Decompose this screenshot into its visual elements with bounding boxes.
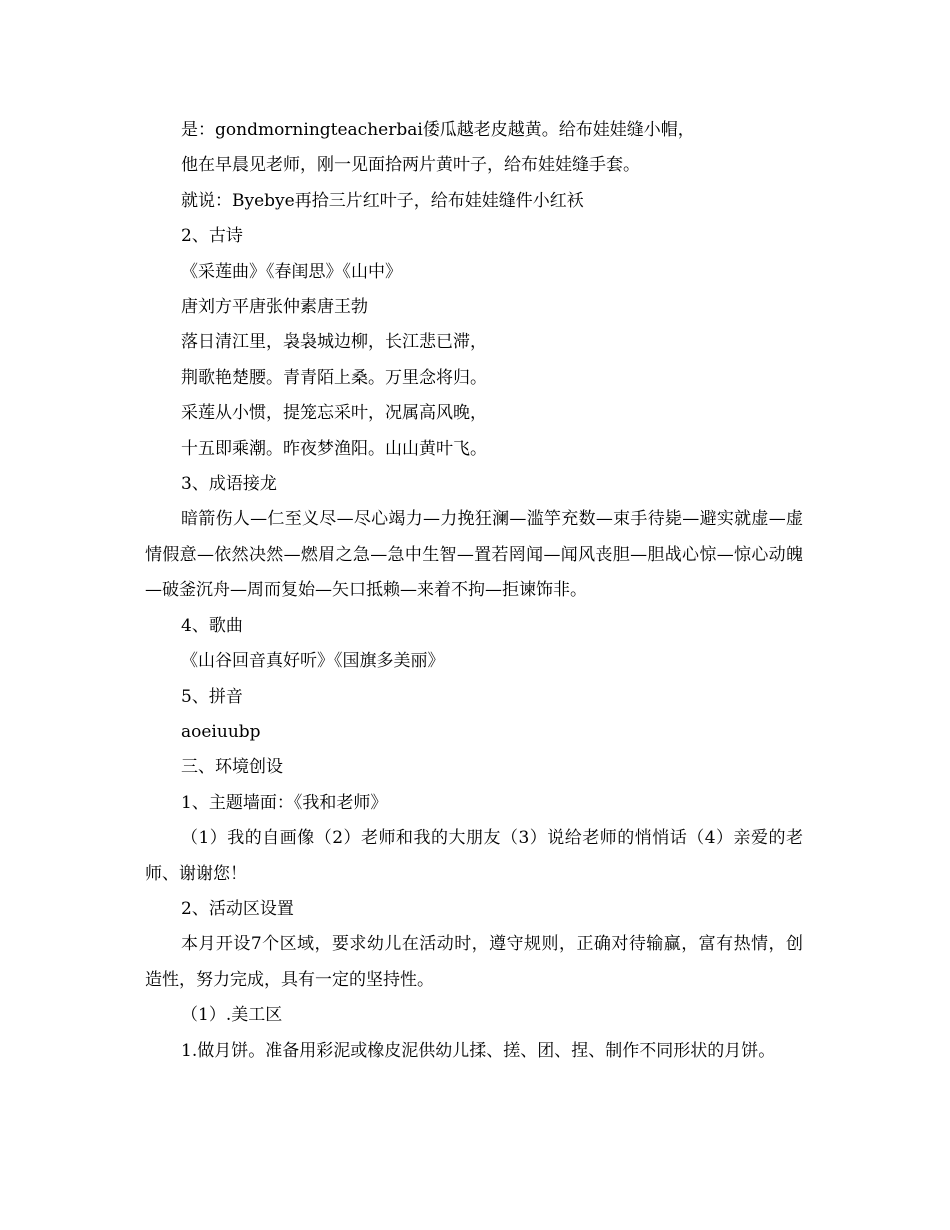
activity-area-heading: 2、活动区设置: [181, 898, 294, 919]
pinyin-letters: aoeiuubp: [181, 721, 261, 742]
section-heading-environment: 三、环境创设: [181, 757, 283, 778]
section-heading-ancient-poems: 2、古诗: [181, 226, 243, 247]
poem-titles: 《采莲曲》《春闺思》《山中》: [181, 261, 402, 282]
section-heading-idioms: 3、成语接龙: [181, 474, 277, 495]
poem-authors: 唐刘方平唐张仲素唐王勃: [181, 297, 368, 318]
section-heading-songs: 4、歌曲: [181, 615, 243, 636]
poem-line: 荆歌艳楚腰。青青陌上桑。万里念将归。: [181, 367, 487, 388]
theme-wall-heading: 1、主题墙面：《我和老师》: [181, 792, 388, 813]
document-body: [145, 113, 803, 1069]
poem-line: 落日清江里，袅袅城边柳，长江悲已滞，: [181, 332, 487, 353]
poem-line: 十五即乘潮。昨夜梦渔阳。山山黄叶飞。: [181, 438, 487, 459]
poem-line: 采莲从小惯，提笼忘采叶，况属高风晚，: [181, 403, 487, 424]
text-line: 就说：Byebye再拾三片红叶子，给布娃娃缝件小红袄: [181, 190, 584, 211]
song-titles: 《山谷回音真好听》《国旗多美丽》: [181, 651, 445, 672]
art-area-heading: （1）.美工区: [181, 1005, 283, 1026]
activity-area-paragraph: 本月开设7个区域，要求幼儿在活动时，遵守规则，正确对待输赢，富有热情，创造性，努力完成，具有一定的坚持性。: [145, 934, 803, 990]
section-heading-pinyin: 5、拼音: [181, 686, 243, 707]
art-area-paragraph: 1.做月饼。准备用彩泥或橡皮泥供幼儿揉、搓、团、捏、制作不同形状的月饼。: [181, 1040, 776, 1061]
text-line: 他在早晨见老师，刚一见面拾两片黄叶子，给布娃娃缝手套。: [181, 155, 640, 176]
theme-wall-paragraph: （1）我的自画像（2）老师和我的大朋友（3）说给老师的悄悄话（4）亲爱的老师、谢谢您！: [145, 828, 803, 884]
idiom-chain-paragraph: 暗箭伤人—仁至义尽—尽心竭力—力挽狂澜—滥竽充数—束手待毙—避实就虚—虚情假意—依然决然—燃眉之急—急中生智—置若罔闻—闻风丧胆—胆战心惊—惊心动魄—破釜沉舟—周而复始—矢口抵赖—来着不拘—拒谏饰非。: [145, 509, 803, 601]
text-line: 是：gondmorningteacherbai倭瓜越老皮越黄。给布娃娃缝小帽，: [181, 120, 695, 140]
